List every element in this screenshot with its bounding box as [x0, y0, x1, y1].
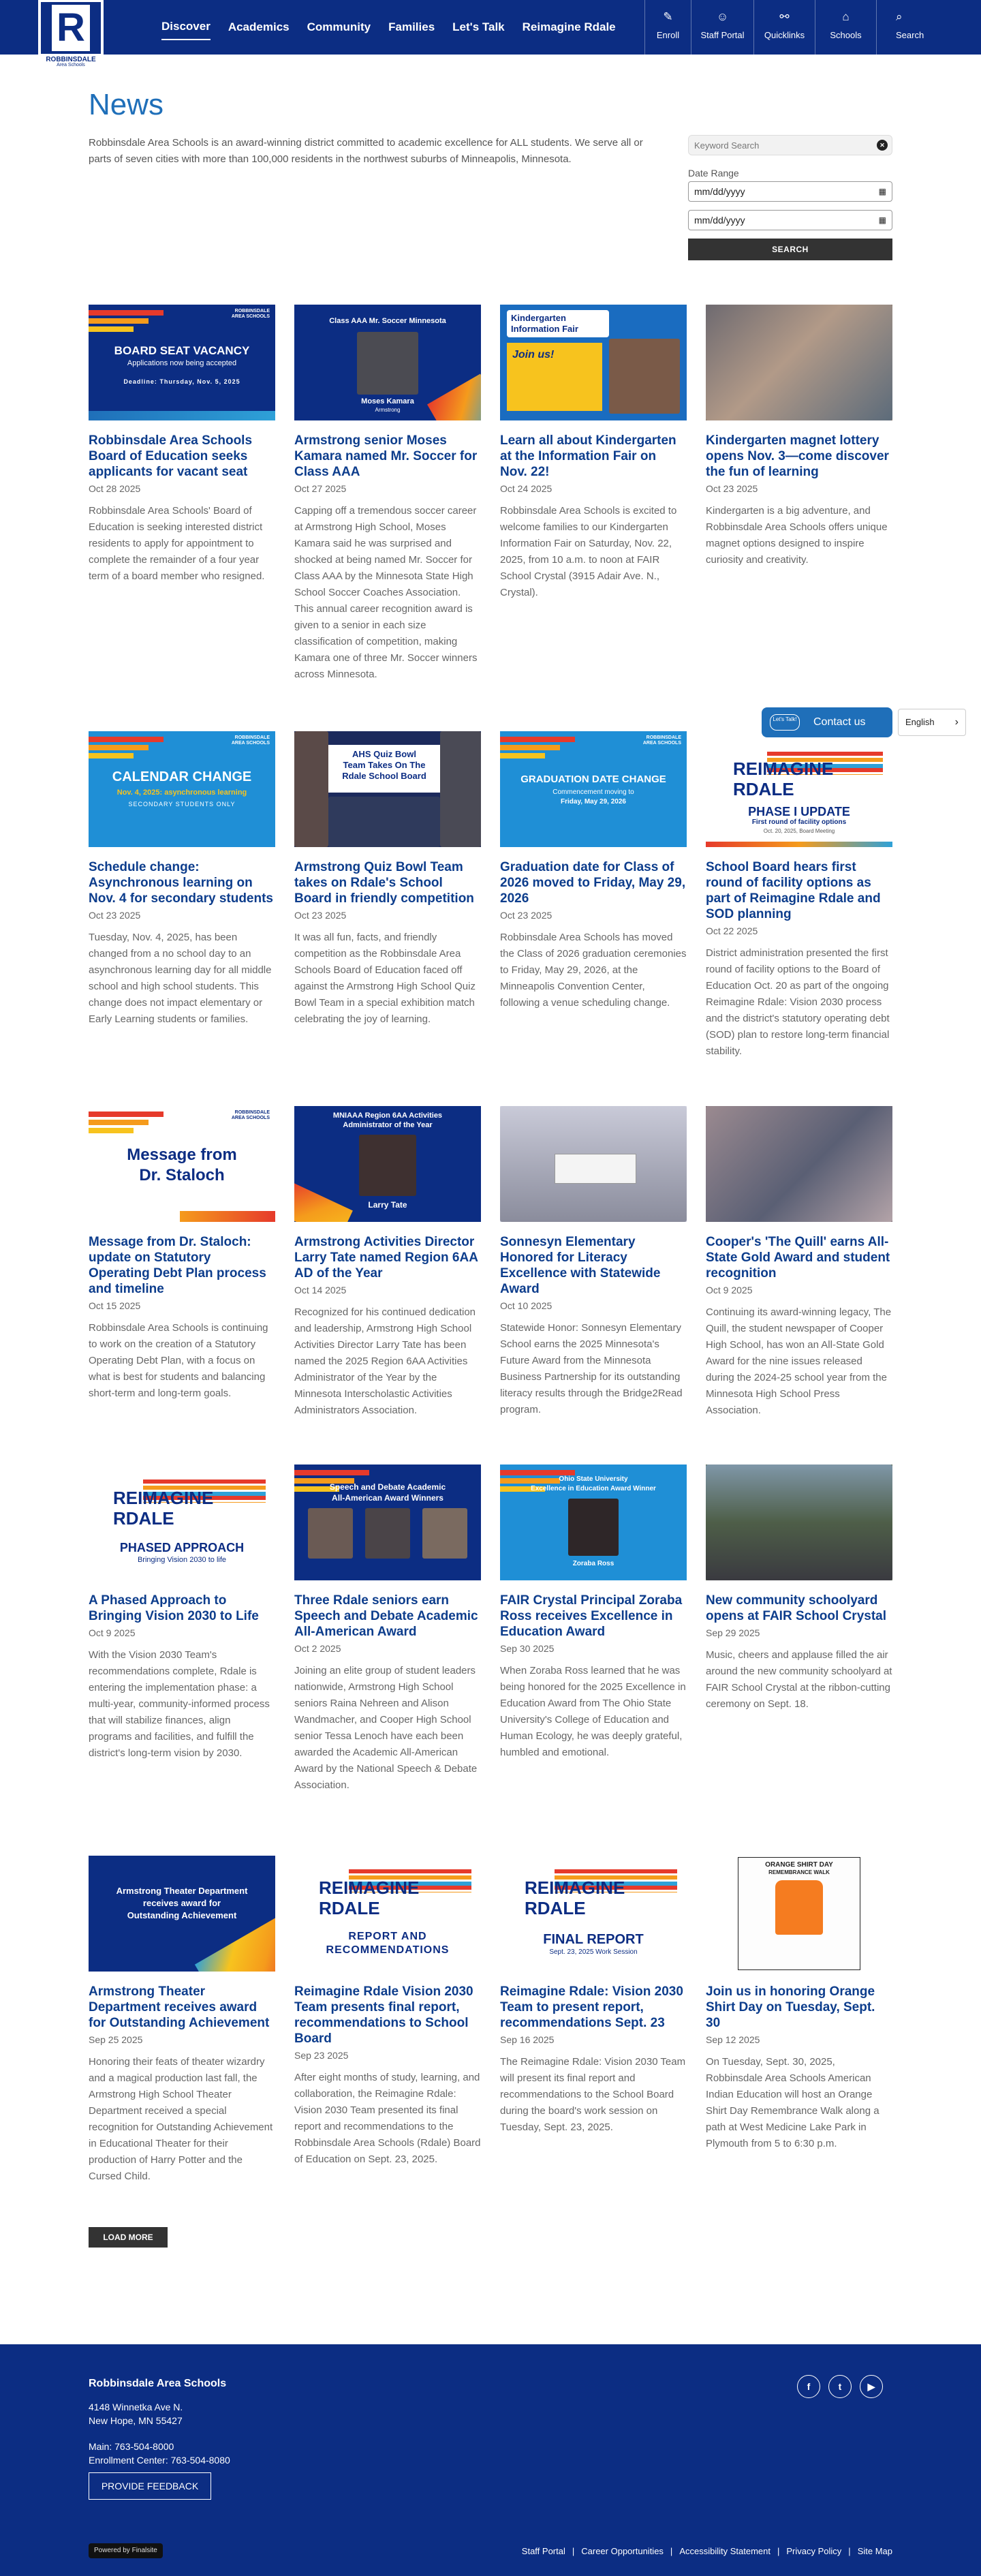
news-thumbnail[interactable]: REIMAGINE RDALE FINAL REPORT Sept. 23, 2025 Work Session	[500, 1856, 687, 1972]
page-title: News	[89, 88, 164, 121]
news-thumbnail[interactable]: REIMAGINE RDALE PHASED APPROACH Bringing Vision 2030 to life	[89, 1465, 275, 1580]
news-card	[706, 1106, 892, 1419]
main-nav	[161, 0, 616, 55]
footer-address: 4148 Winnetka Ave N. New Hope, MN 55427	[89, 2402, 183, 2426]
news-title[interactable]: Learn all about Kindergarten at the Information Fair on Nov. 22!	[500, 433, 676, 479]
intro-text: Robbinsdale Area Schools is an award-winning district committed to academic excellence for ALL students. We serve all or parts of seven cities with more than 100,000 residents in the northwest suburbs of Minneapolis, Minnesota.	[89, 137, 643, 165]
news-thumbnail[interactable]: ROBBINSDALE AREA SCHOOLS CALENDAR CHANGE Nov. 4, 2025: asynchronous learning SECONDARY STUDENTS ONLY	[89, 731, 275, 847]
utility-nav	[644, 0, 981, 55]
news-summary: When Zoraba Ross learned that he was being honored for the 2025 Excellence in Education Award from The Ohio State University's College of Education and Human Ecology, he was deeply grateful, humbled and emotional.	[500, 1665, 686, 1758]
end-date-input[interactable]: mm/dd/yyyy ▦	[688, 210, 892, 230]
separator: |	[777, 2546, 780, 2556]
schools-link[interactable]: ⌂ Schools	[815, 0, 876, 55]
news-card	[500, 305, 687, 601]
news-card	[500, 1106, 687, 1418]
calendar-icon[interactable]: ▦	[878, 215, 886, 225]
load-more-button[interactable]: LOAD MORE	[89, 2227, 168, 2248]
news-filter	[688, 135, 892, 260]
news-summary: Kindergarten is a big adventure, and Robbinsdale Area Schools offers unique magnet options designed to inspire curiosity and creativity.	[706, 505, 888, 566]
news-thumbnail[interactable]: ORANGE SHIRT DAY REMEMBRANCE WALK	[706, 1856, 892, 1972]
news-thumbnail[interactable]: ROBBINSDALE AREA SCHOOLS Message from Dr. Staloch	[89, 1106, 275, 1222]
news-thumbnail[interactable]	[706, 1465, 892, 1580]
news-date: Sep 12 2025	[706, 2034, 760, 2045]
news-card	[706, 731, 892, 1060]
chevron-right-icon: ›	[954, 716, 959, 728]
news-thumbnail[interactable]: ROBBINSDALE AREA SCHOOLS BOARD SEAT VACANCY Applications now being accepted Deadline: Thursday, Nov. 5, 2025	[89, 305, 275, 420]
news-date: Oct 9 2025	[706, 1285, 753, 1295]
news-title[interactable]: Graduation date for Class of 2026 moved to Friday, May 29, 2026	[500, 860, 686, 906]
news-thumbnail[interactable]: Kindergarten Information Fair Join us!	[500, 305, 687, 420]
logo-mark-icon: R	[41, 2, 101, 54]
news-title[interactable]: Robbinsdale Area Schools Board of Education seeks applicants for vacant seat	[89, 433, 253, 479]
lets-talk-badge: Let's Talk!	[770, 714, 800, 731]
news-summary: Robbinsdale Area Schools' Board of Education is seeking interested district residents to apply for appointment to complete the remainder of a four year term of a board member who resigned.	[89, 505, 265, 582]
separator: |	[848, 2546, 851, 2556]
news-title[interactable]: Sonnesyn Elementary Honored for Literacy Excellence with Statewide Award	[500, 1235, 661, 1296]
staff-portal-link[interactable]: ☺ Staff Portal	[691, 0, 753, 55]
news-summary: Honoring their feats of theater wizardry and a magical production last fall, the Armstrong High School Theater Department received a special recognition for Outstanding Achievement in Educational Theater for their production of Harry Potter and the Cursed Child.	[89, 2056, 273, 2182]
site-footer	[0, 2344, 981, 2576]
news-summary: With the Vision 2030 Team's recommendations complete, Rdale is entering the implementation phase: a multi-year, community-informed process that will stabilize finances, align programs and facilities, and fulfill the district's long-term vision by 2030.	[89, 1649, 270, 1759]
start-date-input[interactable]: mm/dd/yyyy ▦	[688, 181, 892, 202]
news-summary: Recognized for his continued dedication and leadership, Armstrong High School Activities Director Larry Tate has been named the 2025 Region 6AA Activities Administrator of the Year by the Minnesota Interscholastic Activities Administrators Association.	[294, 1306, 476, 1416]
news-summary: Tuesday, Nov. 4, 2025, has been changed from a no school day to an asynchronous learning day for all middle school and high school students. This change does not impact elementary or Early Learning students or families.	[89, 932, 272, 1025]
news-title[interactable]: Message from Dr. Staloch: update on Statutory Operating Debt Plan process and timeline	[89, 1235, 266, 1296]
news-date: Oct 15 2025	[89, 1300, 141, 1311]
nav-lets-talk[interactable]: Let's Talk	[452, 20, 505, 33]
news-card	[706, 305, 892, 568]
footer-link-accessibility[interactable]: Accessibility Statement	[679, 2546, 770, 2556]
news-card	[500, 731, 687, 1011]
contact-us-widget[interactable]	[762, 707, 892, 737]
people-icon: ☺	[716, 10, 729, 23]
footer-link-staff-portal[interactable]: Staff Portal	[521, 2546, 565, 2556]
news-summary: On Tuesday, Sept. 30, 2025, Robbinsdale Area Schools American Indian Education will host an Orange Shirt Day Remembrance Walk along a path at West Medicine Lake Park in Plymouth from 5 to 6:30 p.m.	[706, 2056, 879, 2149]
news-thumbnail[interactable]: ROBBINSDALE AREA SCHOOLS GRADUATION DATE CHANGE Commencement moving to Friday, May 29, 2026	[500, 731, 687, 847]
news-title[interactable]: FAIR Crystal Principal Zoraba Ross receives Excellence in Education Award	[500, 1593, 683, 1639]
news-summary: Statewide Honor: Sonnesyn Elementary School earns the 2025 Minnesota's Future Award from the Minnesota Business Partnership for its outstanding literacy results through the Bridge2Read program.	[500, 1322, 683, 1415]
news-date: Oct 10 2025	[500, 1300, 552, 1311]
news-card	[89, 1465, 275, 1762]
news-summary: Continuing its award-winning legacy, The Quill, the student newspaper of Cooper High School, has won an All-State Gold Award for the nine issues released during the 2024-25 school year from the Minnesota High School Press Association.	[706, 1306, 892, 1416]
news-card	[294, 1465, 481, 1794]
site-header	[0, 0, 981, 67]
news-title[interactable]: Armstrong Activities Director Larry Tate named Region 6AA AD of the Year	[294, 1235, 478, 1281]
news-thumbnail[interactable]: Armstrong Theater Department receives award for Outstanding Achievement	[89, 1856, 275, 1972]
twitter-icon[interactable]: t	[828, 2375, 852, 2398]
news-title[interactable]: Kindergarten magnet lottery opens Nov. 3—come discover the fun of learning	[706, 433, 889, 479]
enroll-link[interactable]: ✎ Enroll	[644, 0, 691, 55]
pencil-icon: ✎	[663, 10, 673, 23]
news-date: Sep 25 2025	[89, 2034, 143, 2045]
news-thumbnail[interactable]: Speech and Debate Academic All-American Award Winners	[294, 1465, 481, 1580]
language-select[interactable]: English ›	[898, 709, 966, 736]
news-date: Oct 22 2025	[706, 925, 758, 936]
link-icon: ⚯	[779, 10, 790, 23]
news-date: Oct 24 2025	[500, 483, 552, 494]
news-card	[89, 305, 275, 585]
logo-name: ROBBINSDALE	[46, 56, 96, 63]
news-card	[706, 1856, 892, 2152]
news-card	[500, 1465, 687, 1761]
news-card	[89, 731, 275, 1028]
footer-link-careers[interactable]: Career Opportunities	[581, 2546, 664, 2556]
news-title[interactable]: Armstrong Quiz Bowl Team takes on Rdale's School Board in friendly competition	[294, 860, 474, 906]
news-date: Oct 23 2025	[294, 910, 347, 921]
news-summary: After eight months of study, learning, and collaboration, the Reimagine Rdale: Vision 2030 Team presented its final report and recommendations to the Robbinsdale Area Schools (Rdale) Board of Education on Sept. 23, 2025.	[294, 2072, 481, 2165]
separator: |	[670, 2546, 673, 2556]
youtube-icon[interactable]: ▶	[860, 2375, 883, 2398]
news-date: Oct 9 2025	[89, 1627, 136, 1638]
news-title[interactable]: Reimagine Rdale Vision 2030 Team presents final report, recommendations to School Board	[294, 1984, 473, 2046]
news-title[interactable]: Armstrong senior Moses Kamara named Mr. Soccer for Class AAA	[294, 433, 478, 479]
news-summary: The Reimagine Rdale: Vision 2030 Team will present its final report and recommendations to the School Board during the board's work session on Tuesday, Sept. 23, 2025.	[500, 2056, 686, 2133]
news-thumbnail[interactable]: MNIAAA Region 6AA Activities Administrator of the Year Larry Tate	[294, 1106, 481, 1222]
news-summary: Robbinsdale Area Schools is continuing to work on the creation of a Statutory Operating Debt Plan, with a focus on what is best for students and balancing short-term and long-term goals.	[89, 1322, 268, 1399]
news-summary: Robbinsdale Area Schools has moved the Class of 2026 graduation ceremonies to Friday, May 29, 2026, at the Minneapolis Convention Center, following a venue scheduling change.	[500, 932, 687, 1009]
news-card	[294, 305, 481, 683]
news-title[interactable]: Join us in honoring Orange Shirt Day on Tuesday, Sept. 30	[706, 1984, 875, 2030]
news-title[interactable]: Cooper's 'The Quill' earns All-State Gold Award and student recognition	[706, 1235, 890, 1281]
news-card	[89, 1106, 275, 1402]
news-card	[294, 1856, 481, 2168]
footer-link-site-map[interactable]: Site Map	[857, 2546, 892, 2556]
news-summary: Music, cheers and applause filled the air around the new community schoolyard at FAIR School Crystal at the ribbon-cutting ceremony on Sept. 18.	[706, 1649, 892, 1710]
footer-district-name: Robbinsdale Area Schools	[89, 2378, 227, 2389]
news-card	[294, 1106, 481, 1419]
district-logo[interactable]	[38, 0, 104, 68]
footer-links	[522, 2546, 892, 2557]
social-links	[797, 2375, 883, 2398]
footer-link-privacy[interactable]: Privacy Policy	[786, 2546, 842, 2556]
news-card	[706, 1465, 892, 1713]
news-title[interactable]: Reimagine Rdale: Vision 2030 Team to present report, recommendations Sept. 23	[500, 1984, 683, 2030]
news-thumbnail[interactable]: REIMAGINE RDALE PHASE I UPDATE First round of facility options Oct. 20, 2025, Board Meeting	[706, 731, 892, 847]
nav-community[interactable]: Community	[307, 20, 371, 33]
news-summary: It was all fun, facts, and friendly competition as the Robbinsdale Area Schools Board of Education faced off against the Armstrong High School Quiz Bowl Team in a special exhibition match celebrating the joy of learning.	[294, 932, 476, 1025]
news-summary: Capping off a tremendous soccer career at Armstrong High School, Moses Kamara said he was surprised and shocked at being named Mr. Soccer for Class AAA by the Minnesota State High School Soccer Coaches Association. This annual career recognition award is given to a senior in each size classification of competition, making Kamara one of three Mr. Soccer winners across Minnesota.	[294, 505, 478, 680]
news-date: Oct 27 2025	[294, 483, 347, 494]
close-icon[interactable]: ✕	[877, 140, 888, 151]
news-date: Oct 28 2025	[89, 483, 141, 494]
logo-sub: Area Schools	[57, 63, 85, 67]
keyword-search-input[interactable]: Keyword Search ✕	[688, 135, 892, 155]
news-date: Oct 23 2025	[706, 483, 758, 494]
contact-us-label: Contact us	[813, 716, 866, 728]
news-thumbnail[interactable]: Class AAA Mr. Soccer Minnesota Moses Kamara Armstrong	[294, 305, 481, 420]
footer-phones: Main: 763-504-8000 Enrollment Center: 763-504-8080	[89, 2441, 230, 2466]
nav-discover[interactable]: Discover	[161, 14, 211, 40]
provide-feedback-button[interactable]: PROVIDE FEEDBACK	[89, 2472, 211, 2500]
news-title[interactable]: Schedule change: Asynchronous learning on Nov. 4 for secondary students	[89, 860, 273, 906]
search-icon: ⌕	[896, 10, 903, 23]
date-range-label: Date Range	[688, 168, 739, 179]
news-card	[89, 1856, 275, 2185]
news-thumbnail[interactable]	[706, 1106, 892, 1222]
news-date: Sep 23 2025	[294, 2050, 349, 2061]
news-date: Oct 23 2025	[500, 910, 552, 921]
news-title[interactable]: Armstrong Theater Department receives award for Outstanding Achievement	[89, 1984, 270, 2030]
news-title[interactable]: A Phased Approach to Bringing Vision 2030 to Life	[89, 1593, 259, 1623]
news-card	[294, 731, 481, 1028]
nav-reimagine-rdale[interactable]: Reimagine Rdale	[522, 20, 616, 33]
news-title[interactable]: School Board hears first round of facility options as part of Reimagine Rdale and SOD planning	[706, 860, 881, 921]
search-button[interactable]: SEARCH	[688, 239, 892, 260]
news-thumbnail[interactable]: Ohio State University Excellence in Education Award Winner Zoraba Ross	[500, 1465, 687, 1580]
news-date: Sep 29 2025	[706, 1627, 760, 1638]
news-thumbnail[interactable]: REIMAGINE RDALE REPORT AND RECOMMENDATIONS	[294, 1856, 481, 1972]
news-date: Sep 30 2025	[500, 1643, 555, 1654]
news-card	[500, 1856, 687, 2136]
news-summary: District administration presented the first round of facility options to the Board of Education Oct. 20 as part of the ongoing Reimagine Rdale: Vision 2030 process and the district's statutory operating debt (SOD) plan to restore long-term financial stability.	[706, 947, 890, 1057]
nav-families[interactable]: Families	[388, 20, 435, 33]
news-summary: Robbinsdale Area Schools is excited to welcome families to our Kindergarten Information Fair on Saturday, Nov. 22, 2025, from 10 a.m. to noon at FAIR School Crystal (3915 Adair Ave. N., Crystal).	[500, 505, 677, 598]
news-date: Oct 2 2025	[294, 1643, 341, 1654]
news-title[interactable]: New community schoolyard opens at FAIR School Crystal	[706, 1593, 886, 1623]
separator: |	[572, 2546, 575, 2556]
calendar-icon[interactable]: ▦	[878, 187, 886, 196]
powered-by-badge[interactable]: Powered by Finalsite	[89, 2543, 163, 2558]
news-thumbnail[interactable]: AHS Quiz Bowl Team Takes On The Rdale School Board	[294, 731, 481, 847]
news-summary: Joining an elite group of student leaders nationwide, Armstrong High School seniors Raina Nehreen and Alison Wandmacher, and Cooper High School senior Tessa Lenoch have each been awarded the Academic All-American Award by the National Speech & Debate Association.	[294, 1665, 478, 1791]
news-thumbnail[interactable]	[500, 1106, 687, 1222]
news-date: Oct 14 2025	[294, 1285, 347, 1295]
school-icon: ⌂	[842, 10, 850, 23]
quicklinks-link[interactable]: ⚯ Quicklinks	[753, 0, 815, 55]
news-date: Sep 16 2025	[500, 2034, 555, 2045]
news-title[interactable]: Three Rdale seniors earn Speech and Debate Academic All-American Award	[294, 1593, 478, 1639]
facebook-icon[interactable]: f	[797, 2375, 820, 2398]
news-thumbnail[interactable]	[706, 305, 892, 420]
news-date: Oct 23 2025	[89, 910, 141, 921]
nav-academics[interactable]: Academics	[228, 20, 290, 33]
search-link[interactable]: ⌕ Search	[876, 0, 981, 55]
